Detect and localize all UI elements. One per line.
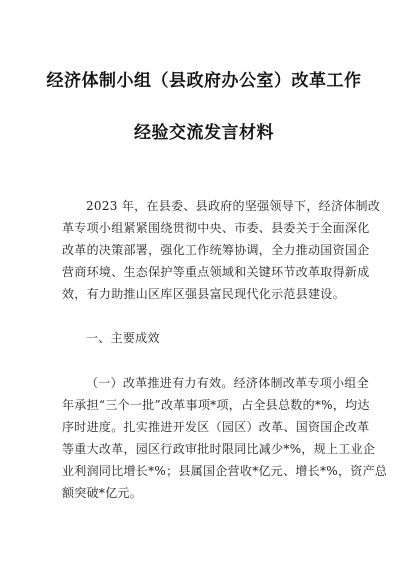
section-heading bbox=[62, 327, 354, 349]
document-title-line-1: 经济体制小组（县政府办公室）改革工作 bbox=[46, 71, 362, 91]
paragraph-line: 等重大改革，园区行政审批时限同比减少*%，规上工业企 bbox=[62, 442, 376, 456]
paragraph-line: 额突破*亿元。 bbox=[62, 486, 143, 500]
paragraph-line: 改革的决策部署，强化工作统筹协调，全力推动国资国企 bbox=[62, 243, 370, 257]
paragraph-line: （一）改革推进有力有效。经济体制改革专项小组全 bbox=[86, 376, 369, 390]
document-title-line-2: 经验交流发言材料 bbox=[134, 123, 274, 143]
paragraph-line: 序时进度。扎实推进开发区（园区）改革、国资国企改革 bbox=[62, 420, 370, 434]
section-heading-text: 一、主要成效 bbox=[86, 331, 160, 345]
paragraph-line: 2023 年，在县委、县政府的坚强领导下，经济体制改 bbox=[86, 199, 381, 213]
paragraph-line: 业利润同比增长*%；县属国企营收*亿元、增长*%，资产总 bbox=[62, 464, 388, 478]
paragraph-line: 效，有力助推山区库区强县富民现代化示范县建设。 bbox=[62, 287, 345, 301]
paragraph-line: 革专项小组紧紧围绕贯彻中央、市委、县委关于全面深化 bbox=[62, 221, 370, 235]
paragraph-line: 年承担“三个一批”改革事项*项，占全县总数的*%，均达 bbox=[62, 398, 370, 412]
intro-paragraph bbox=[62, 195, 381, 305]
paragraph-line: 营商环境、生态保护等重点领域和关键环节改革取得新成 bbox=[62, 265, 370, 279]
achievements-paragraph bbox=[62, 372, 388, 504]
